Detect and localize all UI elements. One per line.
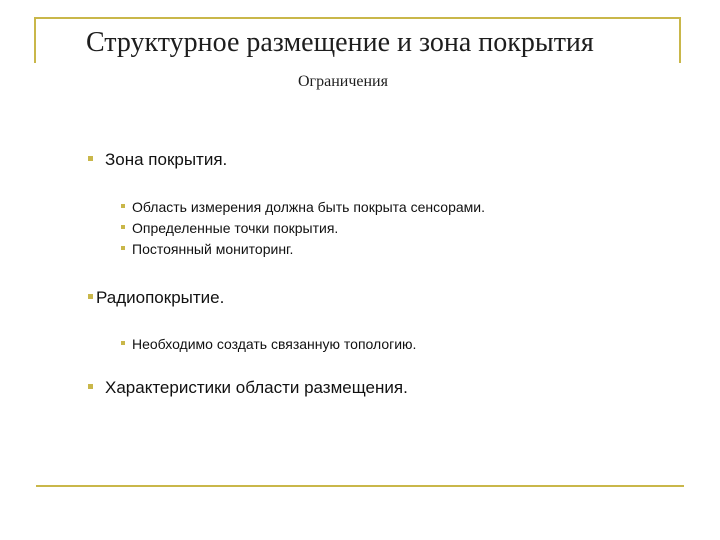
square-bullet-icon (121, 341, 125, 345)
square-bullet-icon (88, 294, 93, 299)
frame-left-line (34, 17, 36, 63)
sub-bullet-text: Область измерения должна быть покрыта сенсорами. (132, 199, 485, 215)
sub-bullet-item (121, 241, 293, 257)
sub-bullet-item (121, 199, 485, 215)
square-bullet-icon (121, 204, 125, 208)
square-bullet-icon (88, 384, 93, 389)
sub-bullet-text: Определенные точки покрытия. (132, 220, 339, 236)
bullet-text: Характеристики области размещения. (105, 378, 408, 397)
bullet-item (88, 150, 227, 170)
frame-bottom-line (36, 485, 684, 487)
sub-bullet-text: Постоянный мониторинг. (132, 241, 294, 257)
frame-top-line (34, 17, 681, 19)
bullet-item (88, 288, 224, 308)
slide-subtitle: Ограничения (298, 73, 388, 90)
sub-bullet-item (121, 220, 338, 236)
sub-bullet-text: Необходимо создать связанную топологию. (132, 336, 417, 352)
square-bullet-icon (121, 246, 125, 250)
slide-title: Структурное размещение и зона покрытия (86, 27, 594, 58)
bullet-item (88, 378, 408, 398)
square-bullet-icon (88, 156, 93, 161)
sub-bullet-item (121, 336, 416, 352)
square-bullet-icon (121, 225, 125, 229)
bullet-text: Зона покрытия. (105, 150, 228, 169)
bullet-text: Радиопокрытие. (96, 288, 225, 307)
